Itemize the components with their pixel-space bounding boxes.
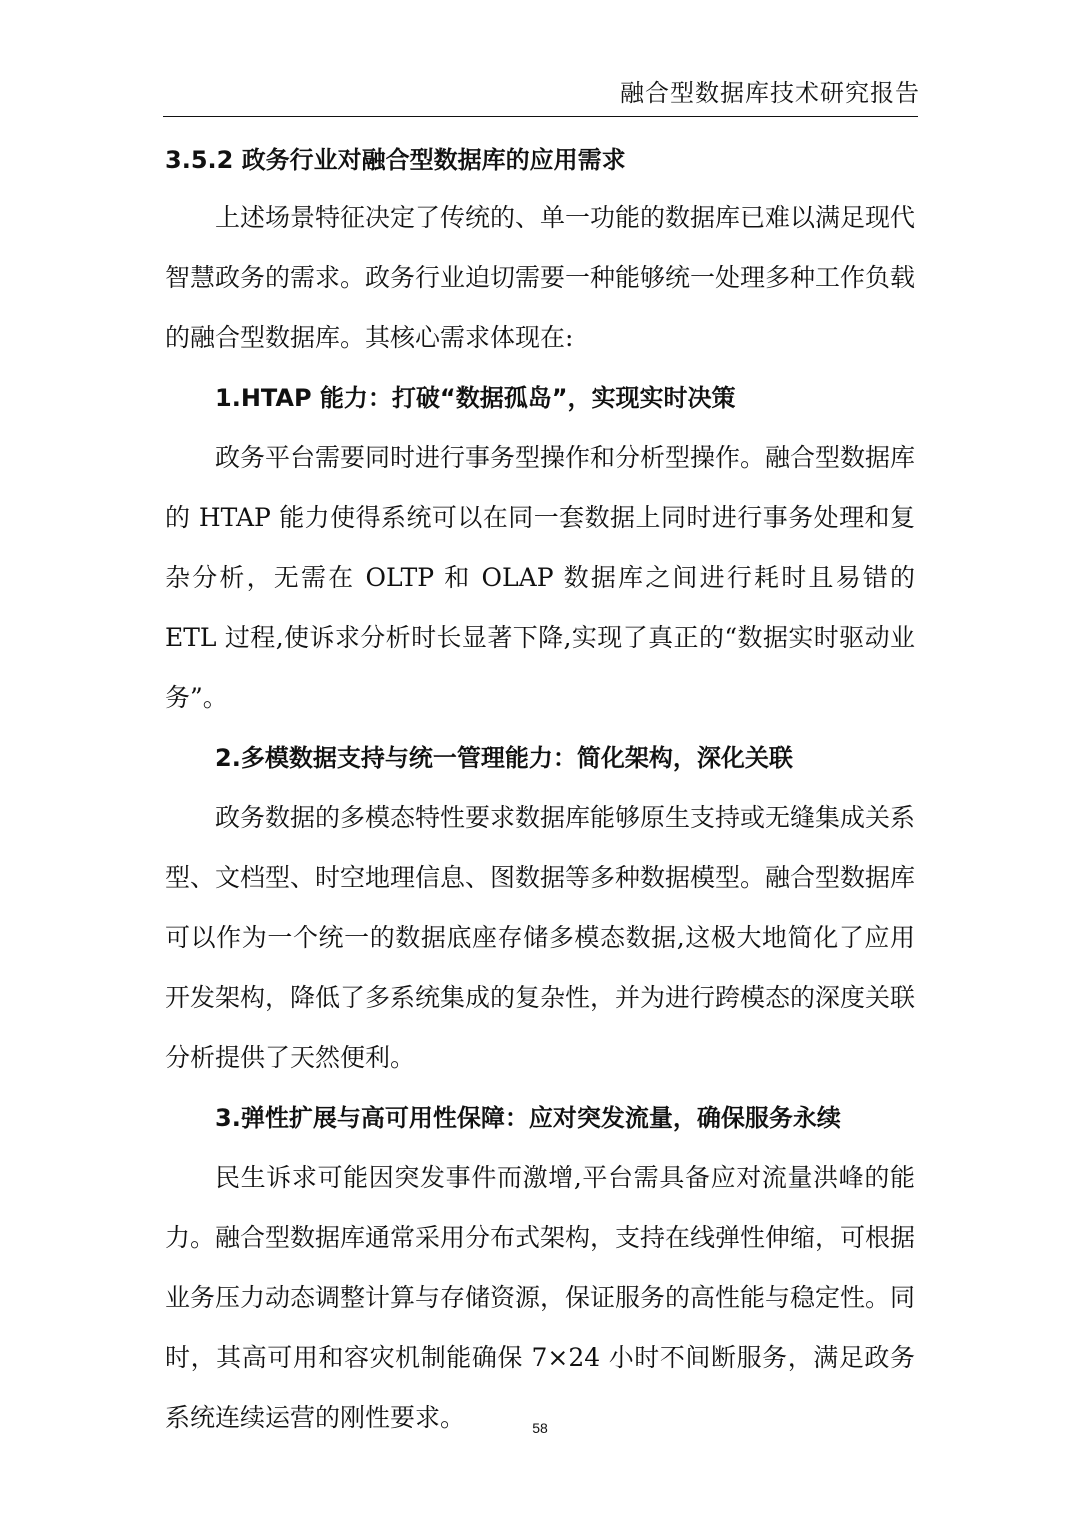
paragraph-htap: 政务平台需要同时进行事务型操作和分析型操作。融合型数据库的 HTAP 能力使得系统可以在同一套数据上同时进行事务处理和复杂分析，无需在 OLTP 和 OLAP 数据库之间进行耗时且易错的 ETL 过程,使诉求分析时长显著下降,实现了真正的“数据实时驱动业务”。 <box>165 443 916 712</box>
paragraph-multimodel: 政务数据的多模态特性要求数据库能够原生支持或无缝集成关系型、文档型、时空地理信息、图数据等多种数据模型。融合型数据库可以作为一个统一的数据底座存储多模态数据,这极大地简化了应用开发架构，降低了多系统集成的复杂性，并为进行跨模态的深度关联分析提供了天然便利。 <box>165 803 916 1072</box>
subheading-htap: 1.HTAP 能力：打破“数据孤岛”，实现实时决策 <box>215 384 736 412</box>
header-divider <box>163 116 918 117</box>
document-body <box>165 145 915 1448</box>
subheading-multimodel: 2.多模数据支持与统一管理能力：简化架构，深化关联 <box>215 744 793 772</box>
paragraph-elastic-ha: 民生诉求可能因突发事件而激增,平台需具备应对流量洪峰的能力。融合型数据库通常采用分布式架构，支持在线弹性伸缩，可根据业务压力动态调整计算与存储资源，保证服务的高性能与稳定性。同时，其高可用和容灾机制能确保 7×24 小时不间断服务，满足政务系统连续运营的刚性要求。 <box>165 1163 916 1432</box>
page-number: 58 <box>532 1420 548 1436</box>
intro-paragraph: 上述场景特征决定了传统的、单一功能的数据库已难以满足现代智慧政务的需求。政务行业迫切需要一种能够统一处理多种工作负载的融合型数据库。其核心需求体现在: <box>165 203 916 352</box>
section-heading: 3.5.2 政务行业对融合型数据库的应用需求 <box>165 146 626 174</box>
running-header-title: 融合型数据库技术研究报告 <box>620 79 920 107</box>
subheading-elastic-ha: 3.弹性扩展与高可用性保障：应对突发流量，确保服务永续 <box>215 1104 841 1132</box>
